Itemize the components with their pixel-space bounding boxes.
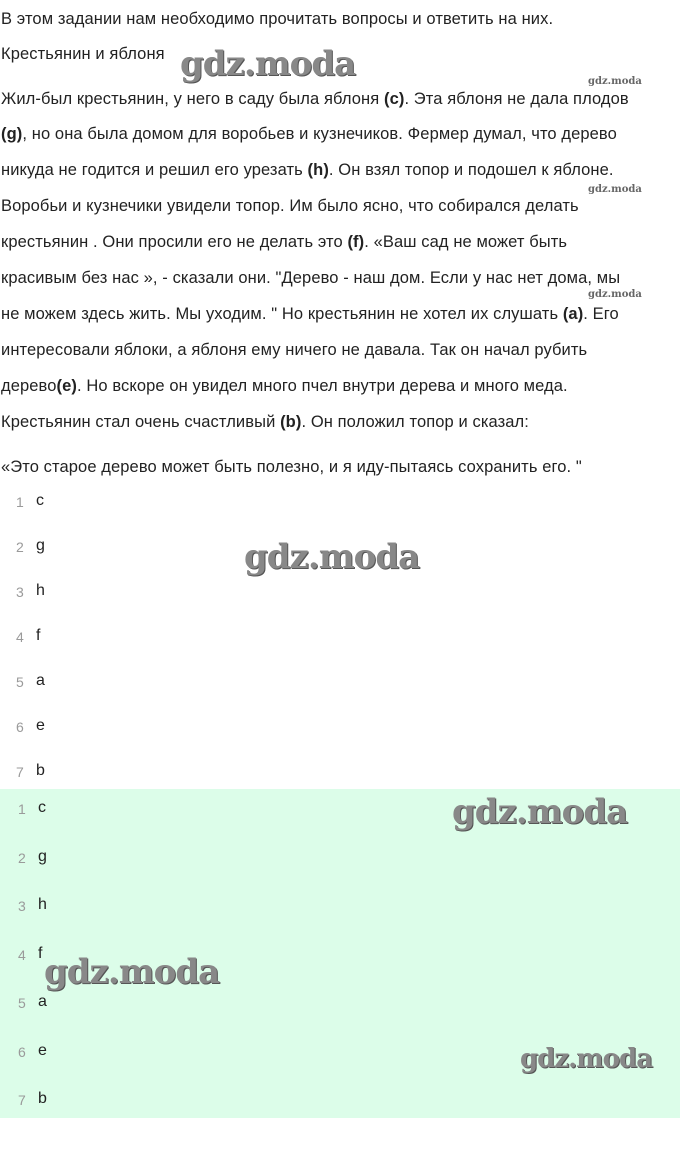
list-item-number: 6 [18, 1043, 26, 1060]
list-item-answer: c [38, 799, 46, 816]
list-item-number: 4 [16, 629, 24, 645]
list-item-number: 3 [16, 584, 24, 600]
list-item [0, 717, 680, 739]
list-item [0, 582, 680, 604]
paragraph-line [1, 268, 620, 288]
paragraph-text: интересовали яблоки, а яблоня ему ничего не давала. Так он начал рубить [1, 341, 588, 359]
list-item-answer: h [36, 582, 45, 599]
paragraph-text: красивым без нас », - сказали они. "Дерево - наш дом. Если у нас нет дома, мы [1, 269, 621, 287]
paragraph-text: . Он положил топор и сказал: [301, 413, 529, 431]
list-item-number: 3 [18, 898, 26, 914]
answer-marker: (f) [347, 233, 365, 251]
answer-marker: (g) [1, 125, 23, 143]
list-item-answer: b [36, 762, 45, 779]
paragraph-text: Воробьи и кузнечики увидели топор. Им было ясно, что собирался делать [1, 197, 579, 215]
list-item-answer: a [38, 993, 47, 1010]
paragraph-text: , но она была домом для воробьев и кузнечиков. Фермер думал, что дерево [22, 125, 617, 143]
list-item-number: 1 [18, 801, 26, 817]
answer-marker: (c) [383, 90, 405, 108]
intro-text: В этом задании нам необходимо прочитать вопросы и ответить на них. [1, 10, 554, 28]
list-item [0, 672, 680, 694]
paragraph-line [1, 412, 529, 432]
paragraph-text: дерево [1, 377, 57, 395]
closing-quote: «Это старое дерево может быть полезно, и я иду-пытаясь сохранить его. " [1, 458, 582, 476]
list-item-number: 1 [16, 494, 24, 510]
watermark-logo: gdz.moda [588, 76, 642, 87]
list-item-answer: c [36, 492, 44, 509]
list-item-answer: g [38, 847, 47, 865]
list-item-number: 4 [18, 946, 26, 963]
list-item-number: 5 [16, 674, 24, 690]
watermark-logo: gdz.moda [244, 537, 420, 577]
watermark-logo: gdz.moda [44, 952, 220, 992]
paragraph-text: . «Ваш сад не может быть [364, 233, 568, 251]
paragraph-line [1, 124, 617, 144]
list-item-number: 2 [16, 539, 24, 555]
list-item-answer: b [38, 1090, 47, 1107]
answer-marker: (h) [307, 161, 329, 179]
answer-marker: (b) [280, 413, 302, 431]
paragraph-text: . Эта яблоня не дала плодов [404, 90, 629, 108]
list-item-answer: e [36, 717, 45, 734]
list-item-answer: e [38, 1041, 47, 1059]
paragraph-text: не можем здесь жить. Мы уходим. " Но крестьянин не хотел их слушать [1, 305, 563, 323]
paragraph-line [1, 196, 579, 216]
paragraph-text: . Он взял топор и подошел к яблоне. [328, 161, 614, 179]
paragraph-text: . Но вскоре он увидел много пчел внутри дерева и много меда. [76, 377, 568, 395]
paragraph-line [1, 304, 619, 324]
list-item [0, 492, 680, 514]
list-item-number: 7 [16, 764, 24, 780]
paragraph-text: крестьянин . Они просили его не делать это [1, 233, 348, 251]
list-item [0, 762, 680, 784]
list-item-answer: g [36, 537, 45, 554]
paragraph-line [1, 89, 629, 109]
paragraph-text: . Его [583, 305, 619, 323]
list-item-answer: h [38, 896, 47, 913]
list-item-number: 7 [18, 1092, 26, 1108]
list-item-number: 5 [18, 995, 26, 1011]
watermark-logo: gdz.moda [588, 184, 642, 195]
list-item [0, 848, 680, 870]
answer-marker: (a) [562, 305, 584, 323]
watermark-logo: gdz.moda [180, 44, 356, 84]
paragraph-line [1, 160, 614, 180]
paragraph-line [1, 340, 587, 360]
list-item [0, 896, 680, 918]
paragraph-text: Крестьянин стал очень счастливый [1, 413, 281, 431]
paragraph-text: никуда не годится и решил его урезать [1, 161, 308, 179]
paragraph-line [1, 376, 568, 396]
watermark-logo: gdz.moda [588, 289, 642, 300]
story-title: Крестьянин и яблоня [1, 45, 165, 63]
list-item-number: 6 [16, 719, 24, 735]
list-item [0, 627, 680, 649]
watermark-logo: gdz.moda [452, 792, 628, 832]
list-item-answer: a [36, 672, 45, 689]
watermark-logo: gdz.moda [520, 1044, 653, 1074]
list-item-answer: f [38, 944, 43, 962]
list-item [0, 1090, 680, 1112]
list-item-answer: f [36, 627, 41, 644]
list-item-number: 2 [18, 849, 26, 866]
answer-marker: (e) [56, 377, 77, 395]
paragraph-line [1, 232, 567, 252]
paragraph-text: Жил-был крестьянин, у него в саду была яблоня [1, 90, 384, 108]
list-item [0, 993, 680, 1015]
